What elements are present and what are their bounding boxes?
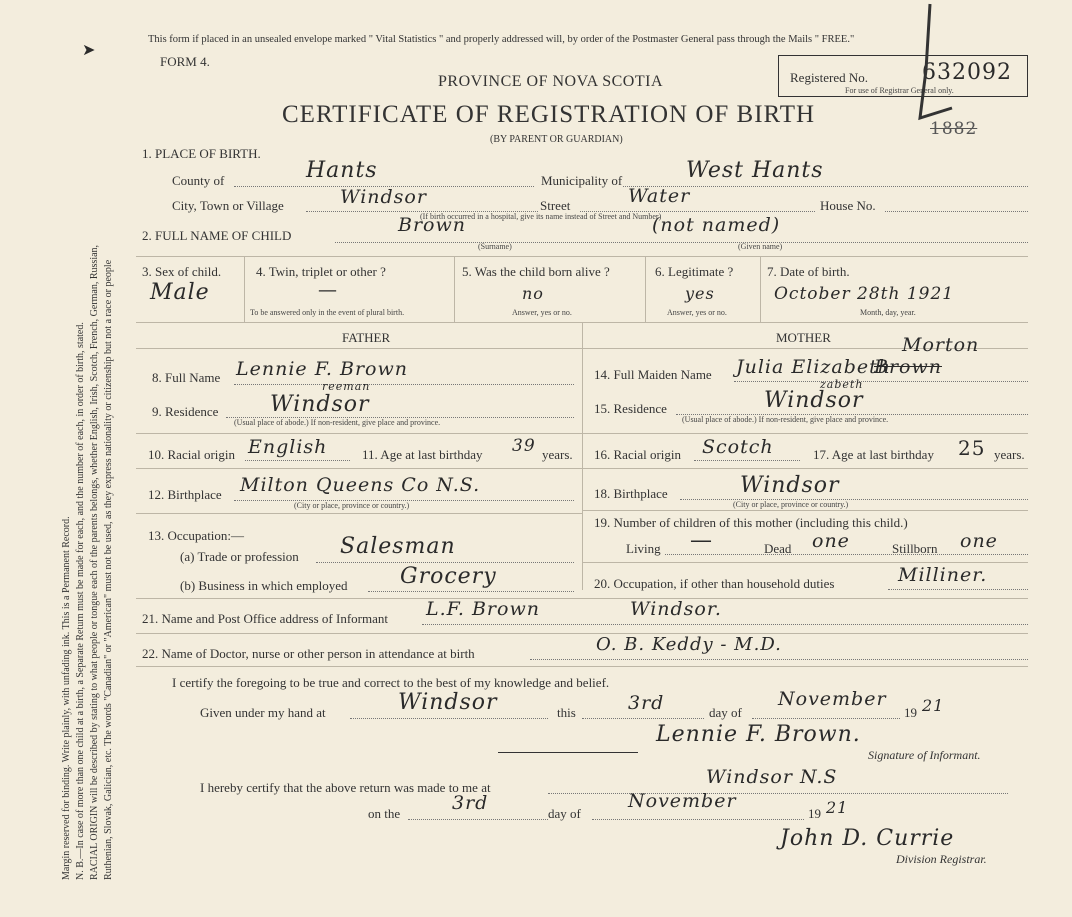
registered-label: Registered No. [790,70,868,85]
pen-stroke-mark [890,0,960,130]
mother-age-value: 25 [958,436,986,460]
city-value: Windsor [340,186,427,208]
father-years-label: years. [542,447,573,462]
mother-years-label: years. [994,447,1025,462]
margin-instructions [60,20,116,880]
margin-line: N. B.—In case of more than one child at a birth, a Separate Return must be made for each, and the number of each, in order of birth, stated. [75,322,86,880]
registrar-day-of-label: day of [548,806,581,821]
child-name-label: 2. FULL NAME OF CHILD [142,228,292,243]
page-title: CERTIFICATE OF REGISTRATION OF BIRTH [282,101,816,128]
mother-maiden-correction: Morton [902,334,980,356]
twin-label: 4. Twin, triplet or other ? [256,264,386,279]
father-name-value: Lennie F. Brown [236,358,408,380]
dead-label: Dead [764,541,792,556]
mother-birthplace-label: 18. Birthplace [594,486,668,501]
father-birthplace-label: 12. Birthplace [148,487,222,502]
doctor-value: O. B. Keddy - M.D. [596,634,782,655]
registrar-place-value: Windsor N.S [706,766,838,788]
mother-children-label: 19. Number of children of this mother (including this child.) [594,515,908,530]
arrow-icon: ➤ [82,42,96,59]
father-age-label: 11. Age at last birthday [362,447,483,462]
province-heading: PROVINCE OF NOVA SCOTIA [438,73,664,90]
mother-maiden-insert: zabeth [820,378,864,391]
father-age-value: 39 [512,436,536,456]
registrar-note: For use of Registrar General only. [845,86,954,95]
margin-line: Ruthenian, Slovak, Galician, etc. The words "Canadian" or "American" must not be used, as they express nationality or citizenship but not a race or people [103,259,114,880]
born-alive-label: 5. Was the child born alive ? [462,264,610,279]
mother-occupation-label: 20. Occupation, if other than household duties [594,576,835,591]
on-the-label: on the [368,806,401,821]
date-of-birth-note: Month, day, year. [860,308,916,317]
doctor-label: 22. Name of Doctor, nurse or other person in attendance at birth [142,646,475,661]
father-business-value: Grocery [400,564,497,589]
cert-day-value: 3rd [628,692,665,714]
mother-residence-label: 15. Residence [594,401,667,416]
stillborn-value: one [960,530,998,552]
father-name-label: 8. Full Name [152,370,221,385]
crossed-year: 1882 [930,119,978,139]
registered-number: 632092 [922,60,1012,85]
registrar-certify-text: I hereby certify that the above return was made to me at [200,780,491,795]
legitimate-label: 6. Legitimate ? [655,264,734,279]
street-value: Water [628,185,691,207]
county-label: County of [172,173,225,188]
living-value: — [690,528,713,553]
margin-line: RACIAL ORIGIN will be described by stating to what people or tongue each of the parents belongs, whether English, Irish, Scotch, French, German, Russian, [89,244,100,880]
child-given-name-value: (not named) [652,214,781,236]
registrar-day-value: 3rd [452,792,489,814]
date-of-birth-value: October 28th 1921 [774,284,955,304]
certify-text: I certify the foregoing to be true and correct to the best of my knowledge and belief. [172,675,610,690]
father-racial-label: 10. Racial origin [148,447,236,462]
father-trade-value: Salesman [340,534,456,559]
child-surname-value: Brown [398,214,466,236]
registrar-month-value: November [628,790,737,812]
living-label: Living [626,541,661,556]
street-label: Street [540,198,571,213]
stillborn-label: Stillborn [892,541,938,556]
hospital-note: (If birth occurred in a hospital, give its name instead of Street and Number) [420,212,662,221]
father-birthplace-note: (City or place, province or country.) [294,501,410,510]
mother-occupation-value: Milliner. [898,564,988,586]
father-residence-note: (Usual place of abode.) If non-resident, give place and province. [234,418,441,427]
page-subtitle: (BY PARENT OR GUARDIAN) [490,134,623,145]
this-label: this [557,705,576,720]
father-residence-value: Windsor [270,392,370,417]
twin-note: To be answered only in the event of plural birth. [250,308,405,317]
registrar-year-prefix: 19 [808,806,821,821]
sex-value: Male [150,280,210,305]
given-name-caption: (Given name) [738,242,783,251]
cert-month-value: November [778,688,887,710]
mother-maiden-crossed: Brown [874,356,942,378]
form-number: FORM 4. [160,54,210,69]
county-value: Hants [306,158,378,183]
informant-address-value: Windsor. [630,598,722,620]
city-label: City, Town or Village [172,198,284,213]
father-business-label: (b) Business in which employed [180,578,348,593]
day-of-label: day of [709,705,742,720]
father-racial-value: English [248,436,328,458]
given-under-label: Given under my hand at [200,705,326,720]
cert-place-value: Windsor [398,690,498,715]
father-residence-label: 9. Residence [152,404,219,419]
cert-year-prefix: 19 [904,705,917,720]
mother-residence-note: (Usual place of abode.) If non-resident, give place and province. [682,415,889,424]
mother-racial-label: 16. Racial origin [594,447,682,462]
signature-caption: Signature of Informant. [868,748,981,762]
born-alive-value: no [522,284,544,303]
father-heading: FATHER [342,330,391,345]
born-alive-note: Answer, yes or no. [512,308,572,317]
mother-birthplace-value: Windsor [740,473,840,498]
mother-residence-value: Windsor [764,388,864,413]
sex-label: 3. Sex of child. [142,264,222,279]
informant-name-value: L.F. Brown [426,598,540,620]
mother-maiden-value: Julia Elizabeth [736,356,892,378]
father-trade-label: (a) Trade or profession [180,549,299,564]
dead-value: one [812,530,850,552]
legitimate-value: yes [685,284,715,303]
mother-maiden-label: 14. Full Maiden Name [594,367,712,382]
informant-label: 21. Name and Post Office address of Informant [142,611,388,626]
registrar-caption: Division Registrar. [896,852,987,866]
date-of-birth-label: 7. Date of birth. [767,264,850,279]
father-birthplace-value: Milton Queens Co N.S. [240,474,481,496]
twin-value: — [318,279,338,301]
informant-signature: Lennie F. Brown. [656,722,861,747]
registrar-signature: John D. Currie [780,826,955,851]
municipality-label: Municipality of [541,173,623,188]
margin-line: Margin reserved for binding. Write plainly, with unfading ink. This is a Permanent Record. [61,516,72,880]
mother-birthplace-note: (City or place, province or country.) [733,500,849,509]
father-occupation-label: 13. Occupation:— [148,528,245,543]
mother-heading: MOTHER [776,330,831,345]
house-number-label: House No. [820,198,876,213]
mother-racial-value: Scotch [702,436,774,458]
surname-caption: (Surname) [478,242,512,251]
father-name-insert: reeman [322,380,371,393]
place-of-birth-label: 1. PLACE OF BIRTH. [142,146,261,161]
postal-notice: This form if placed in an unsealed envelope marked " Vital Statistics " and properly addressed will, by order of the Postmaster General pass through the Mails " FREE." [148,34,855,45]
municipality-value: West Hants [686,158,824,183]
mother-age-label: 17. Age at last birthday [813,447,934,462]
registrar-year-value: 21 [826,798,849,817]
cert-year-value: 21 [922,696,945,715]
legitimate-note: Answer, yes or no. [667,308,727,317]
